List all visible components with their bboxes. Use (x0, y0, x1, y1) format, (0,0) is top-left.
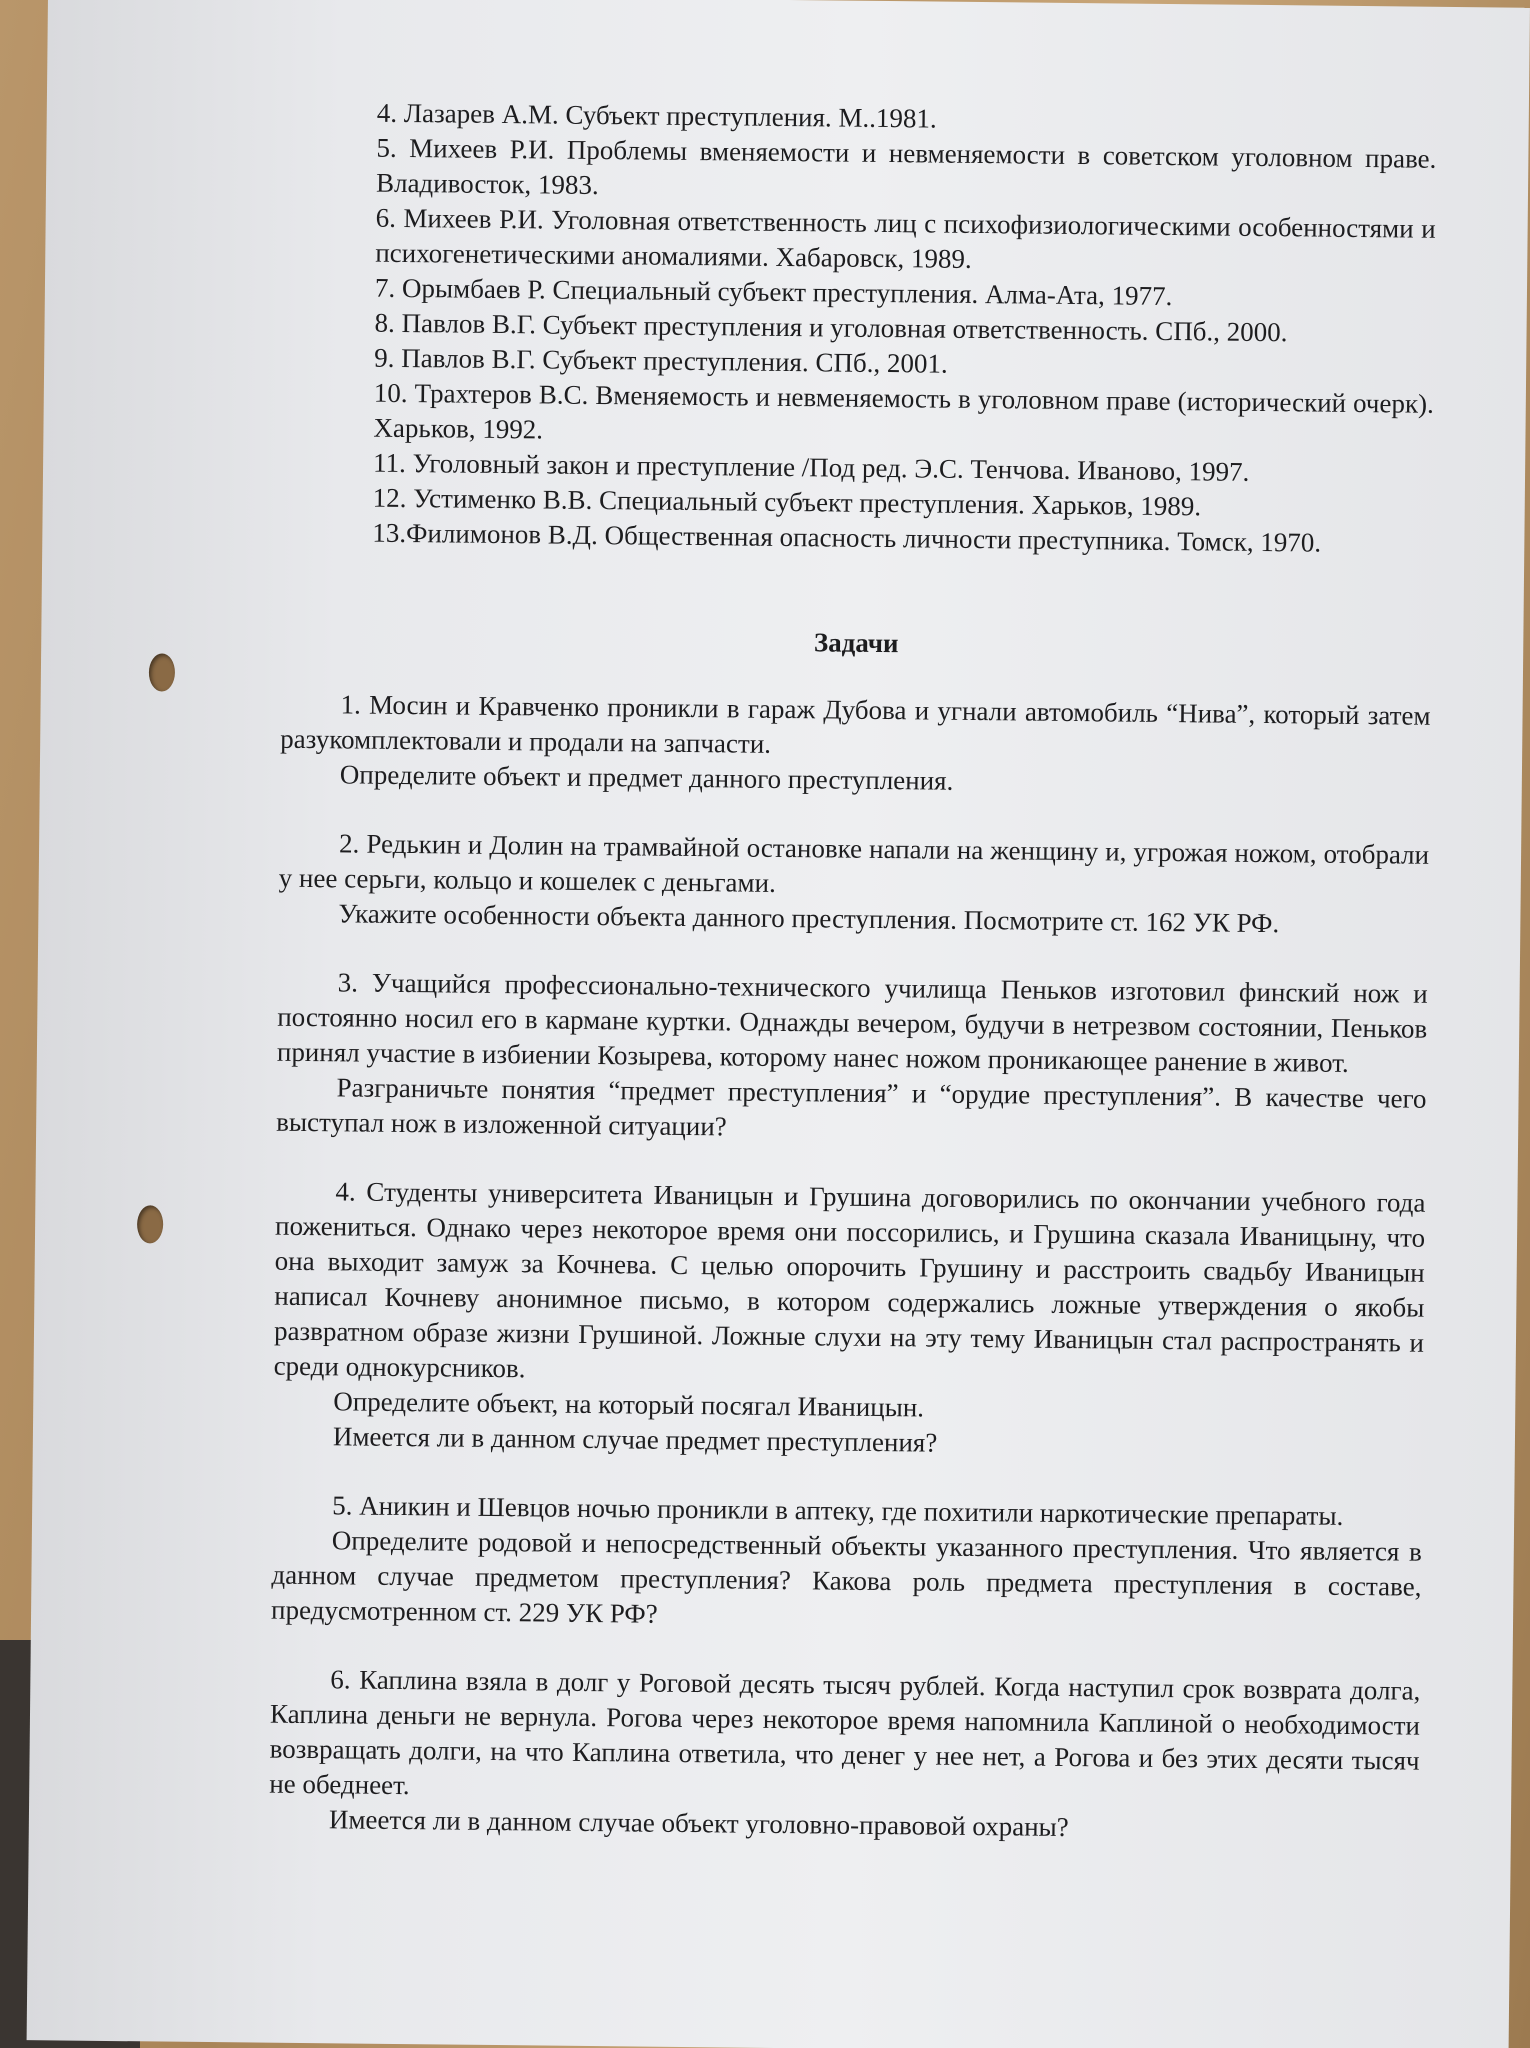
page-content (268, 95, 1437, 1883)
reference-item: 7. Орымбаев Р. Специальный субъект преступления. Алма-Ата, 1977. (374, 272, 1173, 312)
reference-item: 9. Павлов В.Г. Субъект преступления. СПб., 2001. (374, 342, 948, 379)
document-page (27, 0, 1530, 2048)
task-text: 3. Учащийся профессионально-технического училища Пеньков изготовил финский нож и постоянно носил его в кармане куртки. Однажды вечером, будучи в нетрезвом состоянии, Пеньков принял участие в избиении Козырева, которому нанес ножом проникающее ранение в живот. (276, 967, 1428, 1078)
punch-hole-bottom (137, 1205, 163, 1243)
task-question: Определите объект, на который посягал Иваницын. (333, 1386, 925, 1423)
reference-item: 8. Павлов В.Г. Субъект преступления и уголовная ответственность. СПб., 2000. (374, 307, 1288, 348)
task-question: Имеется ли в данном случае объект уголовно-правовой охраны? (328, 1804, 1069, 1843)
reference-item: 13.Филимонов В.Д. Общественная опасность личности преступника. Томск, 1970. (372, 517, 1322, 558)
task-text: 2. Редькин и Долин на трамвайной остановке напали на женщину и, угрожая ножом, отобрали у нее серьги, кольцо и кошелек с деньгами. (278, 828, 1430, 898)
task-6 (269, 1662, 1421, 1849)
task-text: 5. Аникин и Шевцов ночью проникли в аптеку, где похитили наркотические препараты. (332, 1490, 1344, 1531)
reference-item: 11. Уголовный закон и преступление /Под ред. Э.С. Тенчова. Иваново, 1997. (372, 447, 1250, 487)
task-2 (278, 826, 1429, 943)
reference-item: 6. Михеев Р.И. Уголовная ответственность лиц с психофизиологическими особенностями и психогенетическими аномалиями. Хабаровск, 1989. (375, 202, 1436, 274)
reference-item: 5. Михеев Р.И. Проблемы вменяемости и невменяемости в советском уголовном праве. Владивосток, 1983. (375, 132, 1437, 201)
task-question: Имеется ли в данном случае предмет преступления? (332, 1421, 938, 1458)
task-text: 4. Студенты университета Иваницын и Грушина договорились по окончании учебного года пожениться. Однако через некоторое время они поссорились, и Грушина сказала Иваницыну, что она выходит замуж за Кочнева. С целью опорочить Грушину и расстроить свадьбу Иваницын написал Кочневу анонимное письмо, в котором содержались ложные утверждения о якобы развратном образе жизни Грушиной. Ложные слухи на эту тему Иваницын стал распространять и среди однокурсников. (273, 1176, 1426, 1384)
reference-list (372, 96, 1437, 562)
reference-item: 10. Трахтеров В.С. Вменяемость и невменяемость в уголовном праве (исторический очерк). Харьков, 1992. (373, 377, 1434, 445)
task-5 (271, 1488, 1422, 1640)
task-4 (273, 1174, 1426, 1466)
task-question: Определите объект и предмет данного преступления. (339, 759, 954, 796)
task-question: Укажите особенности объекта данного преступления. Посмотрите ст. 162 УК РФ. (338, 898, 1280, 939)
punch-hole-top (149, 653, 175, 691)
task-3 (276, 965, 1428, 1152)
task-question: Разграничьте понятия “предмет преступления” и “орудие преступления”. В качестве чего выступал нож в изложенной ситуации? (276, 1072, 1427, 1142)
task-text: 6. Каплина взяла в долг у Роговой десять тысяч рублей. Когда наступил срок возврата долга, Каплина деньги не вернула. Рогова через некоторое время напомнила Каплиной о необходимости возвращать долги, на что Каплина ответила, что денег у нее нет, а Рогова и без этих десяти тысяч не обеднеет. (269, 1664, 1421, 1801)
reference-item: 4. Лазарев А.М. Субъект преступления. М..1981. (376, 97, 937, 134)
task-1 (280, 687, 1431, 804)
task-text: 1. Мосин и Кравченко проникли в гараж Дубова и угнали автомобиль “Нива”, который затем разукомплектовали и продали на запчасти. (280, 689, 1431, 759)
section-title: Задачи (813, 627, 899, 659)
task-question: Определите родовой и непосредственный объекты указанного преступления. Что является в данном случае предметом преступления? Какова роль предмета преступления в составе, предусмотренном ст. 229 УК РФ? (270, 1525, 1422, 1629)
reference-item: 12. Устименко В.В. Специальный субъект преступления. Харьков, 1989. (372, 482, 1202, 522)
